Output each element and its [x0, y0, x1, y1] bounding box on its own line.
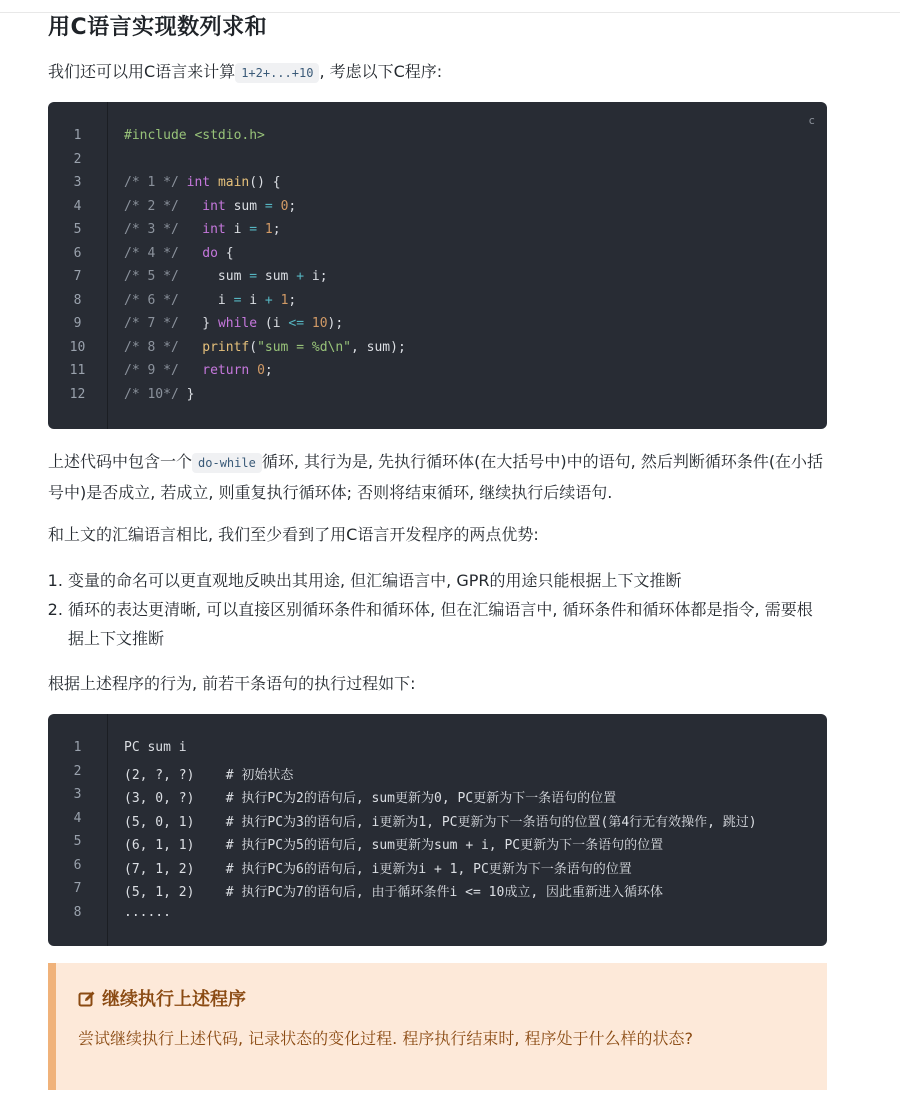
line-number: 5: [73, 834, 82, 849]
para2-text-before: 上述代码中包含一个: [48, 452, 193, 471]
code-line: (5, 0, 1) # 执行PC为3的语句后, i更新为1, PC更新为下一条语句的位置(第4行无有效操作, 跳过): [124, 814, 757, 830]
line-number: 2: [73, 763, 82, 779]
list-item: 2. 循环的表达更清晰, 可以直接区别循环条件和循环体, 但在汇编语言中, 循环条件和循环体都是指令, 需要根据上下文推断: [68, 595, 828, 653]
code-line: /* 8 */ printf("sum = %d\n", sum);: [124, 339, 406, 355]
line-number: 3: [73, 787, 82, 802]
line-number: 9: [73, 316, 82, 331]
code-line: /* 4 */ do {: [124, 245, 234, 261]
intro-text-after: , 考虑以下C程序:: [319, 62, 443, 81]
code-line: (2, ?, ?) # 初始状态: [124, 767, 294, 783]
code-line: /* 6 */ i = i + 1;: [124, 292, 297, 308]
edit-icon: [78, 990, 96, 1008]
code-line: /* 10*/ }: [124, 386, 195, 402]
line-number: 7: [73, 269, 82, 284]
code-line: /* 5 */ sum = sum + i;: [124, 269, 328, 284]
line-number: 8: [73, 292, 82, 308]
line-number: 6: [73, 857, 82, 873]
exercise-callout: [48, 963, 827, 1090]
callout-body: 尝试继续执行上述代码, 记录状态的变化过程. 程序执行结束时, 程序处于什么样的状态?: [78, 1029, 694, 1048]
line-number: 1: [73, 128, 82, 143]
intro-text-before: 我们还可以用C语言来计算: [48, 62, 236, 81]
callout-title-text: 继续执行上述程序: [102, 989, 246, 1010]
code-line: /* 1 */ int main() {: [124, 175, 281, 190]
line-number: 2: [73, 151, 82, 167]
list-item: 1. 变量的命名可以更直观地反映出其用途, 但汇编语言中, GPR的用途只能根据上下文推断: [68, 566, 828, 595]
line-number: 4: [73, 810, 82, 826]
code-line: (7, 1, 2) # 执行PC为6的语句后, i更新为i + 1, PC更新为下一条语句的位置: [124, 861, 632, 877]
line-number: 5: [73, 222, 82, 237]
line-number: 3: [73, 175, 82, 190]
code-line: /* 7 */ } while (i <= 10);: [124, 316, 344, 331]
code-line: #include <stdio.h>: [124, 128, 265, 143]
code-line: PC sum i: [124, 740, 187, 755]
intro-paragraph: [48, 57, 828, 88]
code-line: (6, 1, 1) # 执行PC为5的语句后, sum更新为sum + i, PC更新为下一条语句的位置: [124, 838, 664, 853]
code-line: ......: [124, 904, 171, 920]
code-line: /* 3 */ int i = 1;: [124, 222, 281, 237]
do-while-paragraph: [48, 447, 828, 507]
inline-code-do-while: do-while: [192, 453, 262, 473]
line-number: 11: [69, 363, 86, 378]
line-number: 10: [69, 339, 86, 355]
code-line: (5, 1, 2) # 执行PC为7的语句后, 由于循环条件i <= 10成立, 因此重新进入循环体: [124, 885, 663, 900]
line-number: 4: [73, 198, 82, 214]
code-block-trace[interactable]: [48, 714, 827, 946]
code-language-label: c: [808, 114, 815, 127]
advantages-intro: 和上文的汇编语言相比, 我们至少看到了用C语言开发程序的两点优势:: [48, 525, 539, 544]
inline-code-sum: 1+2+...+10: [235, 63, 319, 83]
execution-intro: 根据上述程序的行为, 前若干条语句的执行过程如下:: [48, 674, 416, 693]
line-number: 6: [73, 245, 82, 261]
advantages-list: [48, 566, 828, 653]
code-line: (3, 0, ?) # 执行PC为2的语句后, sum更新为0, PC更新为下一条语句的位置: [124, 791, 617, 806]
section-heading: 用C语言实现数列求和: [48, 15, 268, 40]
code-line: /* 9 */ return 0;: [124, 363, 273, 378]
line-number: 7: [73, 881, 82, 896]
line-number: 1: [73, 740, 82, 755]
callout-title: [78, 985, 246, 1011]
line-number: 12: [69, 386, 86, 402]
code-line: /* 2 */ int sum = 0;: [124, 198, 297, 214]
line-number: 8: [73, 904, 82, 920]
para2-text-after: 循环, 其行为是, 先执行循环体(在大括号中)中的语句, 然后判断循环条件(在小括号中)是否成立, 若成立, 则重复执行循环体; 否则将结束循环, 继续执行后续语句.: [48, 452, 824, 502]
code-block-c-program[interactable]: [48, 102, 827, 429]
